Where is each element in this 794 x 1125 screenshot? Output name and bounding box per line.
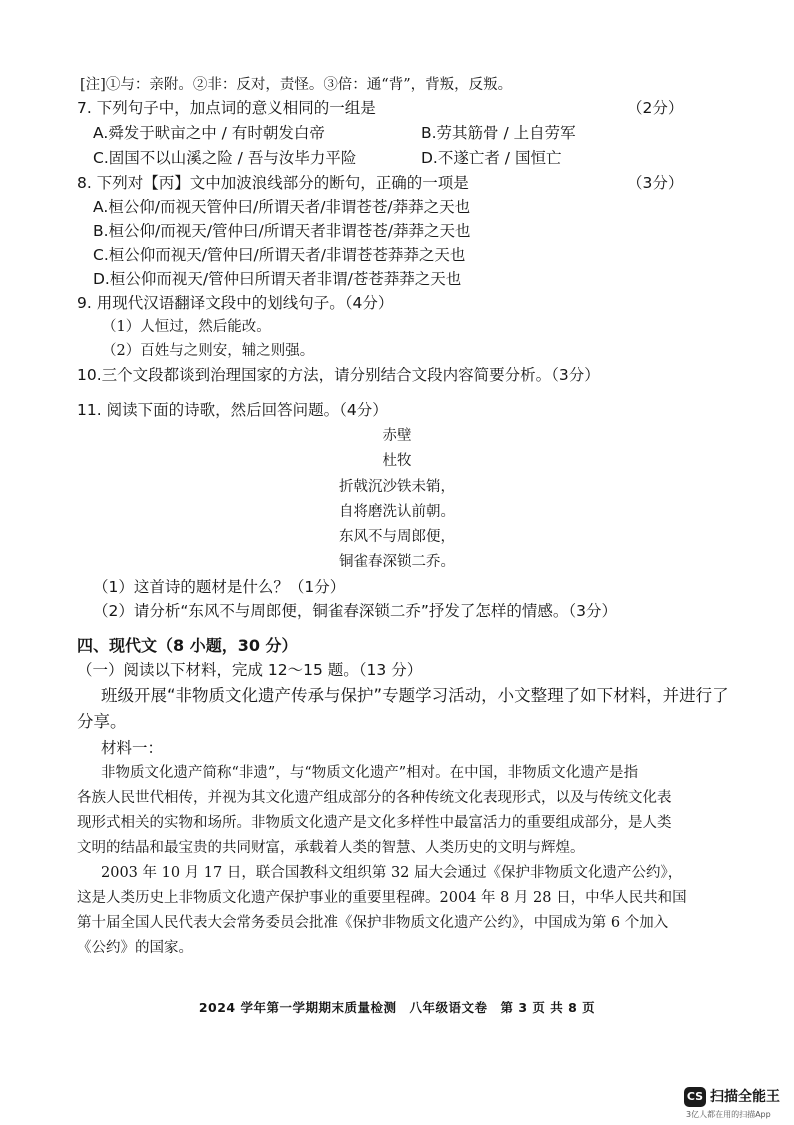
- material-1-p1-line-1: 非物质文化遗产简称“非遗”，与“物质文化遗产”相对。在中国，非物质文化遗产是指: [101, 765, 639, 781]
- question-8-stem: 8. 下列对【丙】文中加波浪线部分的断句，正确的一项是: [77, 174, 469, 192]
- question-9-sentence-2: （2）百姓与之则安，辅之则强。: [102, 343, 315, 359]
- material-1-p1-line-4: 文明的结晶和最宝贵的共同财富，承载着人类的智慧、人类历史的文明与辉煌。: [77, 840, 585, 856]
- page-footer: 2024 学年第一学期期末质量检测 八年级语文卷 第 3 页 共 8 页: [198, 1000, 596, 1015]
- question-11-stem: 11. 阅读下面的诗歌，然后回答问题。（4分）: [77, 401, 388, 419]
- material-1-p2-line-4: 《公约》的国家。: [77, 940, 193, 956]
- question-9-stem: 9. 用现代汉语翻译文段中的划线句子。（4分）: [77, 294, 394, 312]
- poem-line-3: 东风不与周郎便，: [339, 529, 455, 545]
- camscanner-logo-icon: CS: [684, 1087, 706, 1107]
- question-8-option-d: D.桓公仰而视天/管仲曰所谓天者非谓/苍苍莽莽之天也: [93, 270, 462, 288]
- question-7-score: （2分）: [627, 99, 684, 117]
- poem-line-1: 折戟沉沙铁未销，: [339, 479, 455, 495]
- material-1-label: 材料一：: [101, 739, 164, 757]
- section-4-title: 四、现代文（8 小题，30 分）: [77, 636, 298, 655]
- material-1-p2-line-2: 这是人类历史上非物质文化遗产保护事业的重要里程碑。2004 年 8 月 28 日，中华人民共和国: [77, 890, 687, 906]
- annotation-note: [注]①与：亲附。②非：反对，责怪。③倍：通“背”，背叛，反叛。: [80, 77, 513, 93]
- poem-line-4: 铜雀春深锁二乔。: [339, 554, 455, 570]
- material-1-p2-line-1: 2003 年 10 月 17 日，联合国教科文组织第 32 届大会通过《保护非物质文化遗产公约》，: [101, 865, 683, 881]
- question-7-stem: 7. 下列句子中，加点词的意义相同的一组是: [77, 99, 376, 117]
- question-7-option-a: A.舜发于畎亩之中 / 有时朝发白帝: [93, 124, 325, 142]
- watermark-brand: 扫描全能王: [710, 1089, 780, 1105]
- poem-author: 杜牧: [382, 453, 412, 469]
- question-8-option-b: B.桓公仰/而视天/管仲曰/所谓天者非谓苍苍/莽莽之天也: [93, 222, 471, 240]
- poem-line-2: 自将磨洗认前朝。: [339, 504, 455, 520]
- question-11-sub-1: （1）这首诗的题材是什么？（1分）: [93, 578, 346, 596]
- question-7-option-b: B.劳其筋骨 / 上自劳军: [421, 124, 576, 142]
- question-7-option-d: D.不遂亡者 / 国恒亡: [421, 149, 562, 167]
- material-1-p2-line-3: 第十届全国人民代表大会常务委员会批准《保护非物质文化遗产公约》，中国成为第 6 个加入: [77, 915, 669, 931]
- question-8-option-a: A.桓公仰/而视天管仲曰/所谓天者/非谓苍苍/莽莽之天也: [93, 198, 471, 216]
- watermark-tagline: 3亿人都在用的扫描App: [686, 1110, 771, 1119]
- material-1-p1-line-3: 现形式相关的实物和场所。非物质文化遗产是文化多样性中最富活力的重要组成部分，是人类: [77, 815, 672, 831]
- intro-line-2: 分享。: [77, 712, 127, 731]
- question-8-score: （3分）: [627, 174, 684, 192]
- material-1-p1-line-2: 各族人民世代相传，并视为其文化遗产组成部分的各种传统文化表现形式，以及与传统文化表: [77, 790, 672, 806]
- section-4-part-1: （一）阅读以下材料，完成 12～15 题。（13 分）: [77, 661, 423, 679]
- question-11-sub-2: （2）请分析“东风不与周郎便，铜雀春深锁二乔”抒发了怎样的情感。（3分）: [93, 602, 618, 620]
- question-9-sentence-1: （1）人恒过，然后能改。: [102, 319, 271, 335]
- question-10-stem: 10.三个文段都谈到治理国家的方法，请分别结合文段内容简要分析。（3分）: [77, 366, 600, 384]
- intro-line-1: 班级开展“非物质文化遗产传承与保护”专题学习活动，小文整理了如下材料，并进行了: [101, 686, 729, 705]
- poem-title: 赤壁: [382, 428, 412, 444]
- question-8-option-c: C.桓公仰而视天/管仲曰/所谓天者/非谓苍苍莽莽之天也: [93, 246, 466, 264]
- question-7-option-c: C.固国不以山溪之险 / 吾与汝毕力平险: [93, 149, 357, 167]
